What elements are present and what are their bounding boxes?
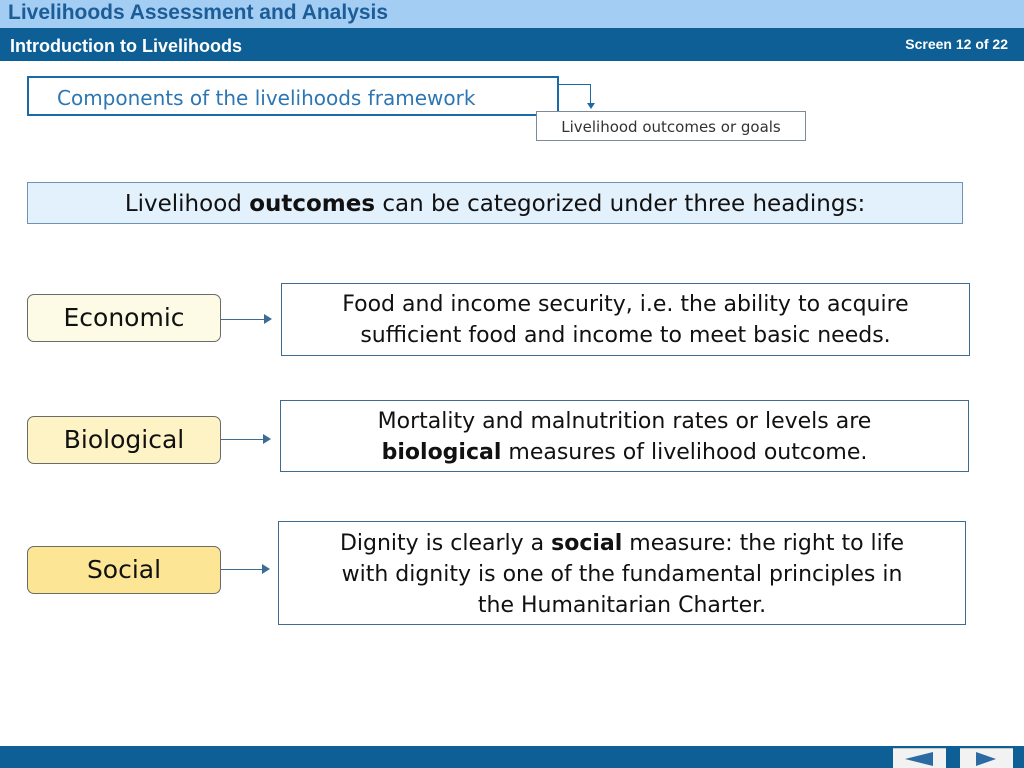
social-arrow-icon (262, 564, 270, 574)
intro-text-bold: outcomes (249, 191, 376, 217)
breadcrumb-box (536, 111, 806, 141)
category-biological (27, 416, 221, 464)
category-social (27, 546, 221, 594)
biological-description-line2 (281, 437, 968, 468)
course-title-bar (0, 0, 1024, 28)
breadcrumb-subtopic: Livelihood outcomes or goals (561, 118, 781, 136)
course-title: Livelihoods Assessment and Analysis (8, 1, 389, 24)
footer-bar (0, 746, 1024, 768)
biological-description-line1: Mortality and malnutrition rates or levels are (377, 409, 872, 434)
module-title-bar (0, 28, 1024, 61)
category-economic (27, 294, 221, 342)
social-description-line2: with dignity is one of the fundamental principles in (341, 562, 903, 587)
economic-description-line2: sufficient food and income to meet basic needs. (360, 323, 891, 348)
biological-arrow-icon (263, 434, 271, 444)
social-description-before: Dignity is clearly a (339, 531, 552, 556)
intro-text (28, 191, 962, 217)
breadcrumb-arrow-icon (587, 103, 595, 109)
intro-box (27, 182, 963, 224)
social-description-after: measure: the right to life (622, 531, 905, 556)
next-button[interactable] (960, 748, 1013, 768)
back-button[interactable] (893, 748, 946, 768)
category-social-label: Social (86, 555, 162, 584)
social-description-box (278, 521, 966, 625)
section-title-box (27, 76, 559, 116)
biological-connector-line (221, 439, 264, 440)
right-triangle-icon (976, 752, 996, 766)
biological-description-bold: biological (381, 440, 502, 465)
screen-counter: Screen 12 of 22 (905, 36, 1008, 52)
biological-description (281, 406, 968, 468)
economic-description-box (281, 283, 970, 356)
economic-arrow-icon (264, 314, 272, 324)
economic-description (282, 289, 969, 351)
category-economic-label: Economic (63, 303, 185, 332)
economic-description-line1: Food and income security, i.e. the ability to acquire (342, 292, 909, 317)
module-title: Introduction to Livelihoods (10, 36, 242, 56)
social-description-line3: the Humanitarian Charter. (477, 593, 767, 618)
intro-text-before: Livelihood (124, 191, 250, 217)
intro-text-after: can be categorized under three headings: (375, 191, 866, 217)
section-title: Components of the livelihoods framework (57, 86, 476, 110)
social-connector-line (221, 569, 263, 570)
social-description-bold: social (551, 531, 623, 556)
social-description (279, 528, 965, 621)
category-biological-label: Biological (63, 425, 185, 454)
biological-description-rest: measures of livelihood outcome. (501, 440, 868, 465)
biological-description-box (280, 400, 969, 472)
left-triangle-icon (905, 752, 933, 766)
social-description-line1 (279, 528, 965, 559)
economic-connector-line (221, 319, 265, 320)
